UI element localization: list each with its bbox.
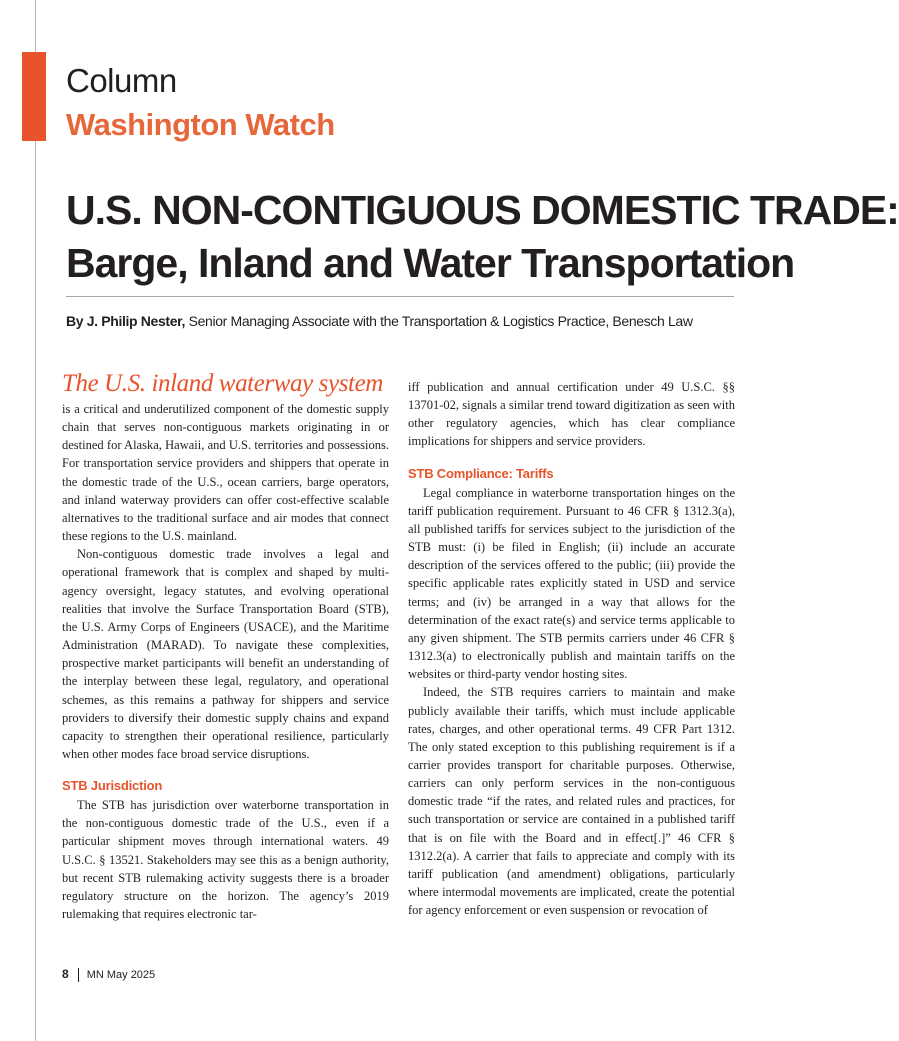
- publication-info: MN May 2025: [86, 969, 156, 981]
- byline-author: By J. Philip Nester,: [66, 313, 186, 329]
- headline: [66, 184, 899, 290]
- page-footer: [62, 965, 155, 984]
- byline-role: Senior Managing Associate with the Transportation & Logistics Practice, Benesch Law: [188, 313, 693, 329]
- column-right: [408, 378, 735, 919]
- accent-bar: [22, 52, 46, 141]
- paragraph-5: Indeed, the STB requires carriers to maintain and make publicly available their tariffs, which must include applicable rates, charges, and other operational terms. 49 CFR Part 1312. The only stated exception to this publishing requirement is if a carrier provides transport for charitable purposes. Otherwise, carriers can only perform services in the non-contiguous domestic trade “if the rates, and related rules and practices, for such transportation or service are contained in a published tariff that is on file with the Board and in effect[.]” 46 CFR § 1312.2(a). A carrier that fails to appreciate and comply with its tariff publication (and amendment) obligations, particularly where intermodal movements are implicated, create the potential for agency enforcement or even suspension or revocation of: [408, 685, 735, 918]
- footer-separator: [78, 968, 79, 982]
- headline-line-1: U.S. NON-CONTIGUOUS DOMESTIC TRADE:: [66, 187, 899, 233]
- margin-rule: [35, 0, 36, 1041]
- divider: [66, 296, 734, 297]
- paragraph-3-continued: iff publication and annual certification under 49 U.S.C. §§ 13701-02, signals a similar trend toward digitization as seen with other regulatory agencies, which has clear compliance implications for shippers and service providers.: [408, 380, 735, 449]
- headline-line-2: Barge, Inland and Water Transportation: [66, 240, 795, 286]
- subhead-stb-compliance: STB Compliance: Tariffs: [408, 465, 554, 481]
- column-kicker: Column: [66, 62, 177, 99]
- paragraph-2: Non-contiguous domestic trade involves a legal and operational framework that is complex and shaped by multi-agency oversight, legacy statutes, and evolving operational realities that involve the Surface Transportation Board (STB), the U.S. Army Corps of Engineers (USACE), and the Maritime Administration (MARAD). To navigate these complexities, prospective market participants will benefit an understanding of the interplay between these legal, regulatory, and operational schemes, as this remains a pathway for shippers and service providers to diversify their domestic supply chains and expand capacity to strengthen their operational resilience, particularly when other modes face broad service disruptions.: [62, 547, 389, 761]
- paragraph-3: The STB has jurisdiction over waterborne transportation in the non-contiguous domestic trade of the U.S., even if a particular shipment moves through international waters. 49 U.S.C. § 13521. Stakeholders may see this as a benign authority, but recent STB rulemaking activity suggests there is a broader regulatory structure on the horizon. The agency’s 2019 rulemaking that requires electronic tar-: [62, 798, 389, 922]
- column-left: [62, 370, 389, 923]
- paragraph-4: Legal compliance in waterborne transportation hinges on the tariff publication requirement. Pursuant to 46 CFR § 1312.3(a), all published tariffs for services subject to the jurisdiction of the STB must: (i) be filed in English; (ii) include an accurate description of the services offered to the public; (iii) provide the specific applicable rates explicitly stated in USD and service terms; and (iv) be arranged in a way that allows for the determination of the exact rate(s) and service terms applicable to any given shipment. The STB permits carriers under 46 CFR § 1312.3(a) to electronically publish and maintain tariffs on the websites or third-party vendor hosting sites.: [408, 485, 735, 682]
- lead-in: The U.S. inland waterway system: [62, 370, 383, 397]
- paragraph: [62, 370, 389, 545]
- section-title: Washington Watch: [66, 107, 335, 142]
- page-number: 8: [62, 967, 69, 981]
- byline: [66, 311, 693, 331]
- subhead-stb-jurisdiction: STB Jurisdiction: [62, 778, 163, 794]
- paragraph-1-text: is a critical and underutilized component of the domestic supply chain that serves non-contiguous markets originating in or destined for Alaska, Hawaii, and U.S. territories and possessions. For transportation service providers and shippers that operate in the domestic trade of the U.S., ocean carriers, barge operators, and inland waterway providers can offer cost-effective scalable alternatives to the traditional surface and air modes that connect these regions to the U.S. mainland.: [62, 402, 389, 544]
